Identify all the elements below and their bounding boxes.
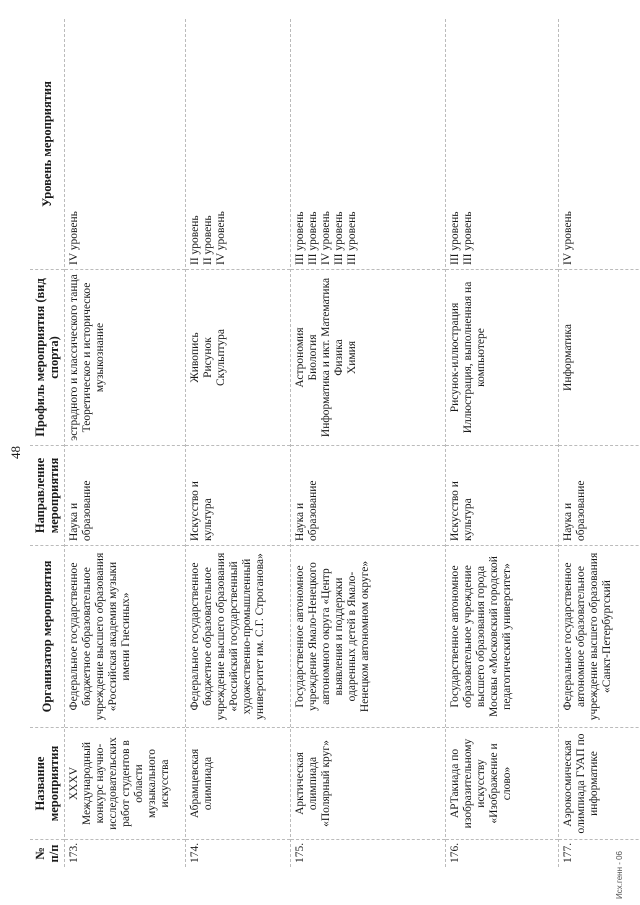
event-name: Аэрокосмическая олимпиада ГУАП по информатике: [559, 727, 640, 839]
row-number: 177.: [559, 839, 640, 867]
header-direction: Направление мероприятия: [30, 445, 64, 545]
row-number: 175.: [291, 839, 445, 867]
organizer: Государственное автономное учреждение Ямало-Ненецкого автономного округа «Центр выявления и поддержки одаренных детей в Ямало-Ненецком автономном округе»: [291, 545, 445, 727]
profile-line: Скульптура: [215, 329, 227, 386]
level: [186, 19, 290, 269]
level-line: IV уровень: [68, 211, 80, 265]
footer-note: Исх.генн - 06: [615, 850, 624, 899]
page-number: 48: [8, 446, 23, 459]
event-name: АРТакиада по изобразительному искусству «Изображение и слово»: [446, 727, 558, 839]
organizer: Федеральное государственное бюджетное образовательное учреждение высшего образования «Российская академия музыки имени Гнесиных»: [65, 545, 185, 727]
level-line: III уровень: [307, 211, 319, 265]
table-row: [290, 19, 445, 867]
event-name: XXXV Международный конкурс научно-исследовательских работ студентов в области музыкального искусства: [65, 727, 185, 839]
level-line: III уровень: [333, 211, 345, 265]
level-line: III уровень: [449, 211, 461, 265]
table-row: [445, 19, 558, 867]
header-profile: Профиль мероприятия (вид спорта): [30, 269, 64, 445]
profile-line: Рисунок: [202, 337, 214, 378]
level: [291, 19, 445, 269]
level-line: II уровень: [202, 215, 214, 265]
direction: Наука и образование: [559, 445, 640, 545]
event-name: Арктическая олимпиада «Полярный круг»: [291, 727, 445, 839]
level-line: III уровень: [346, 211, 358, 265]
profile: [65, 269, 185, 445]
profile-line: Химия: [346, 340, 358, 375]
row-number: 174.: [186, 839, 290, 867]
profile-line: Биология: [307, 334, 319, 381]
organizer: Федеральное государственное автономное образовательное учреждение высшего образования «Санкт-Петербургский: [559, 545, 640, 727]
profile-line: Астрономия: [294, 327, 306, 388]
level-line: IV уровень: [320, 211, 332, 265]
direction: Искусство и культура: [446, 445, 558, 545]
header-number: № п/п: [30, 839, 64, 867]
profile-line: Информатика: [562, 324, 574, 391]
event-name: Абрамцевская олимпиада: [186, 727, 290, 839]
header-level: Уровень мероприятия: [40, 81, 54, 207]
organizer: Федеральное государственное бюджетное образовательное учреждение высшего образования «Российский государственный художественно-промышленный университет им. С.Г. Строганова»: [186, 545, 290, 727]
organizer: Государственное автономное образовательное учреждение высшего образования города Москвы «Московский городской педагогический университет»: [446, 545, 558, 727]
level-line: III уровень: [294, 211, 306, 265]
profile-line: Иллюстрация, выполненная на компьютере: [462, 281, 487, 434]
level-line: II уровень: [189, 215, 201, 265]
direction: Наука и образование: [65, 445, 185, 545]
profile: [446, 269, 558, 445]
table-row: [64, 19, 185, 867]
header-name: Название мероприятия: [30, 727, 64, 839]
level-line: IV уровень: [215, 211, 227, 265]
profile-line: Теоретическое и историческое музыкознание: [81, 282, 106, 433]
profile: [291, 269, 445, 445]
table-row: [558, 19, 640, 867]
profile-line: Информатика и икт. Математика: [320, 277, 332, 438]
profile-line: Физика: [333, 339, 345, 376]
profile-line: эстрадного и классического танца: [68, 274, 80, 441]
level-line: IV уровень: [562, 211, 574, 265]
header-organizer: Организатор мероприятия: [30, 545, 64, 727]
events-table: [30, 19, 620, 867]
table-body: [64, 19, 640, 867]
level: [446, 19, 558, 269]
table-header: [30, 19, 64, 867]
level: [559, 19, 640, 269]
profile-line: Живопись: [189, 332, 201, 383]
table-row: [185, 19, 290, 867]
level: [65, 19, 185, 269]
row-number: 173.: [65, 839, 185, 867]
row-number: 176.: [446, 839, 558, 867]
profile-line: Рисунок-иллюстрация: [449, 302, 461, 413]
direction: Наука и образование: [291, 445, 445, 545]
profile: [186, 269, 290, 445]
direction: Искусство и культура: [186, 445, 290, 545]
level-line: III уровень: [462, 211, 474, 265]
profile: [559, 269, 640, 445]
